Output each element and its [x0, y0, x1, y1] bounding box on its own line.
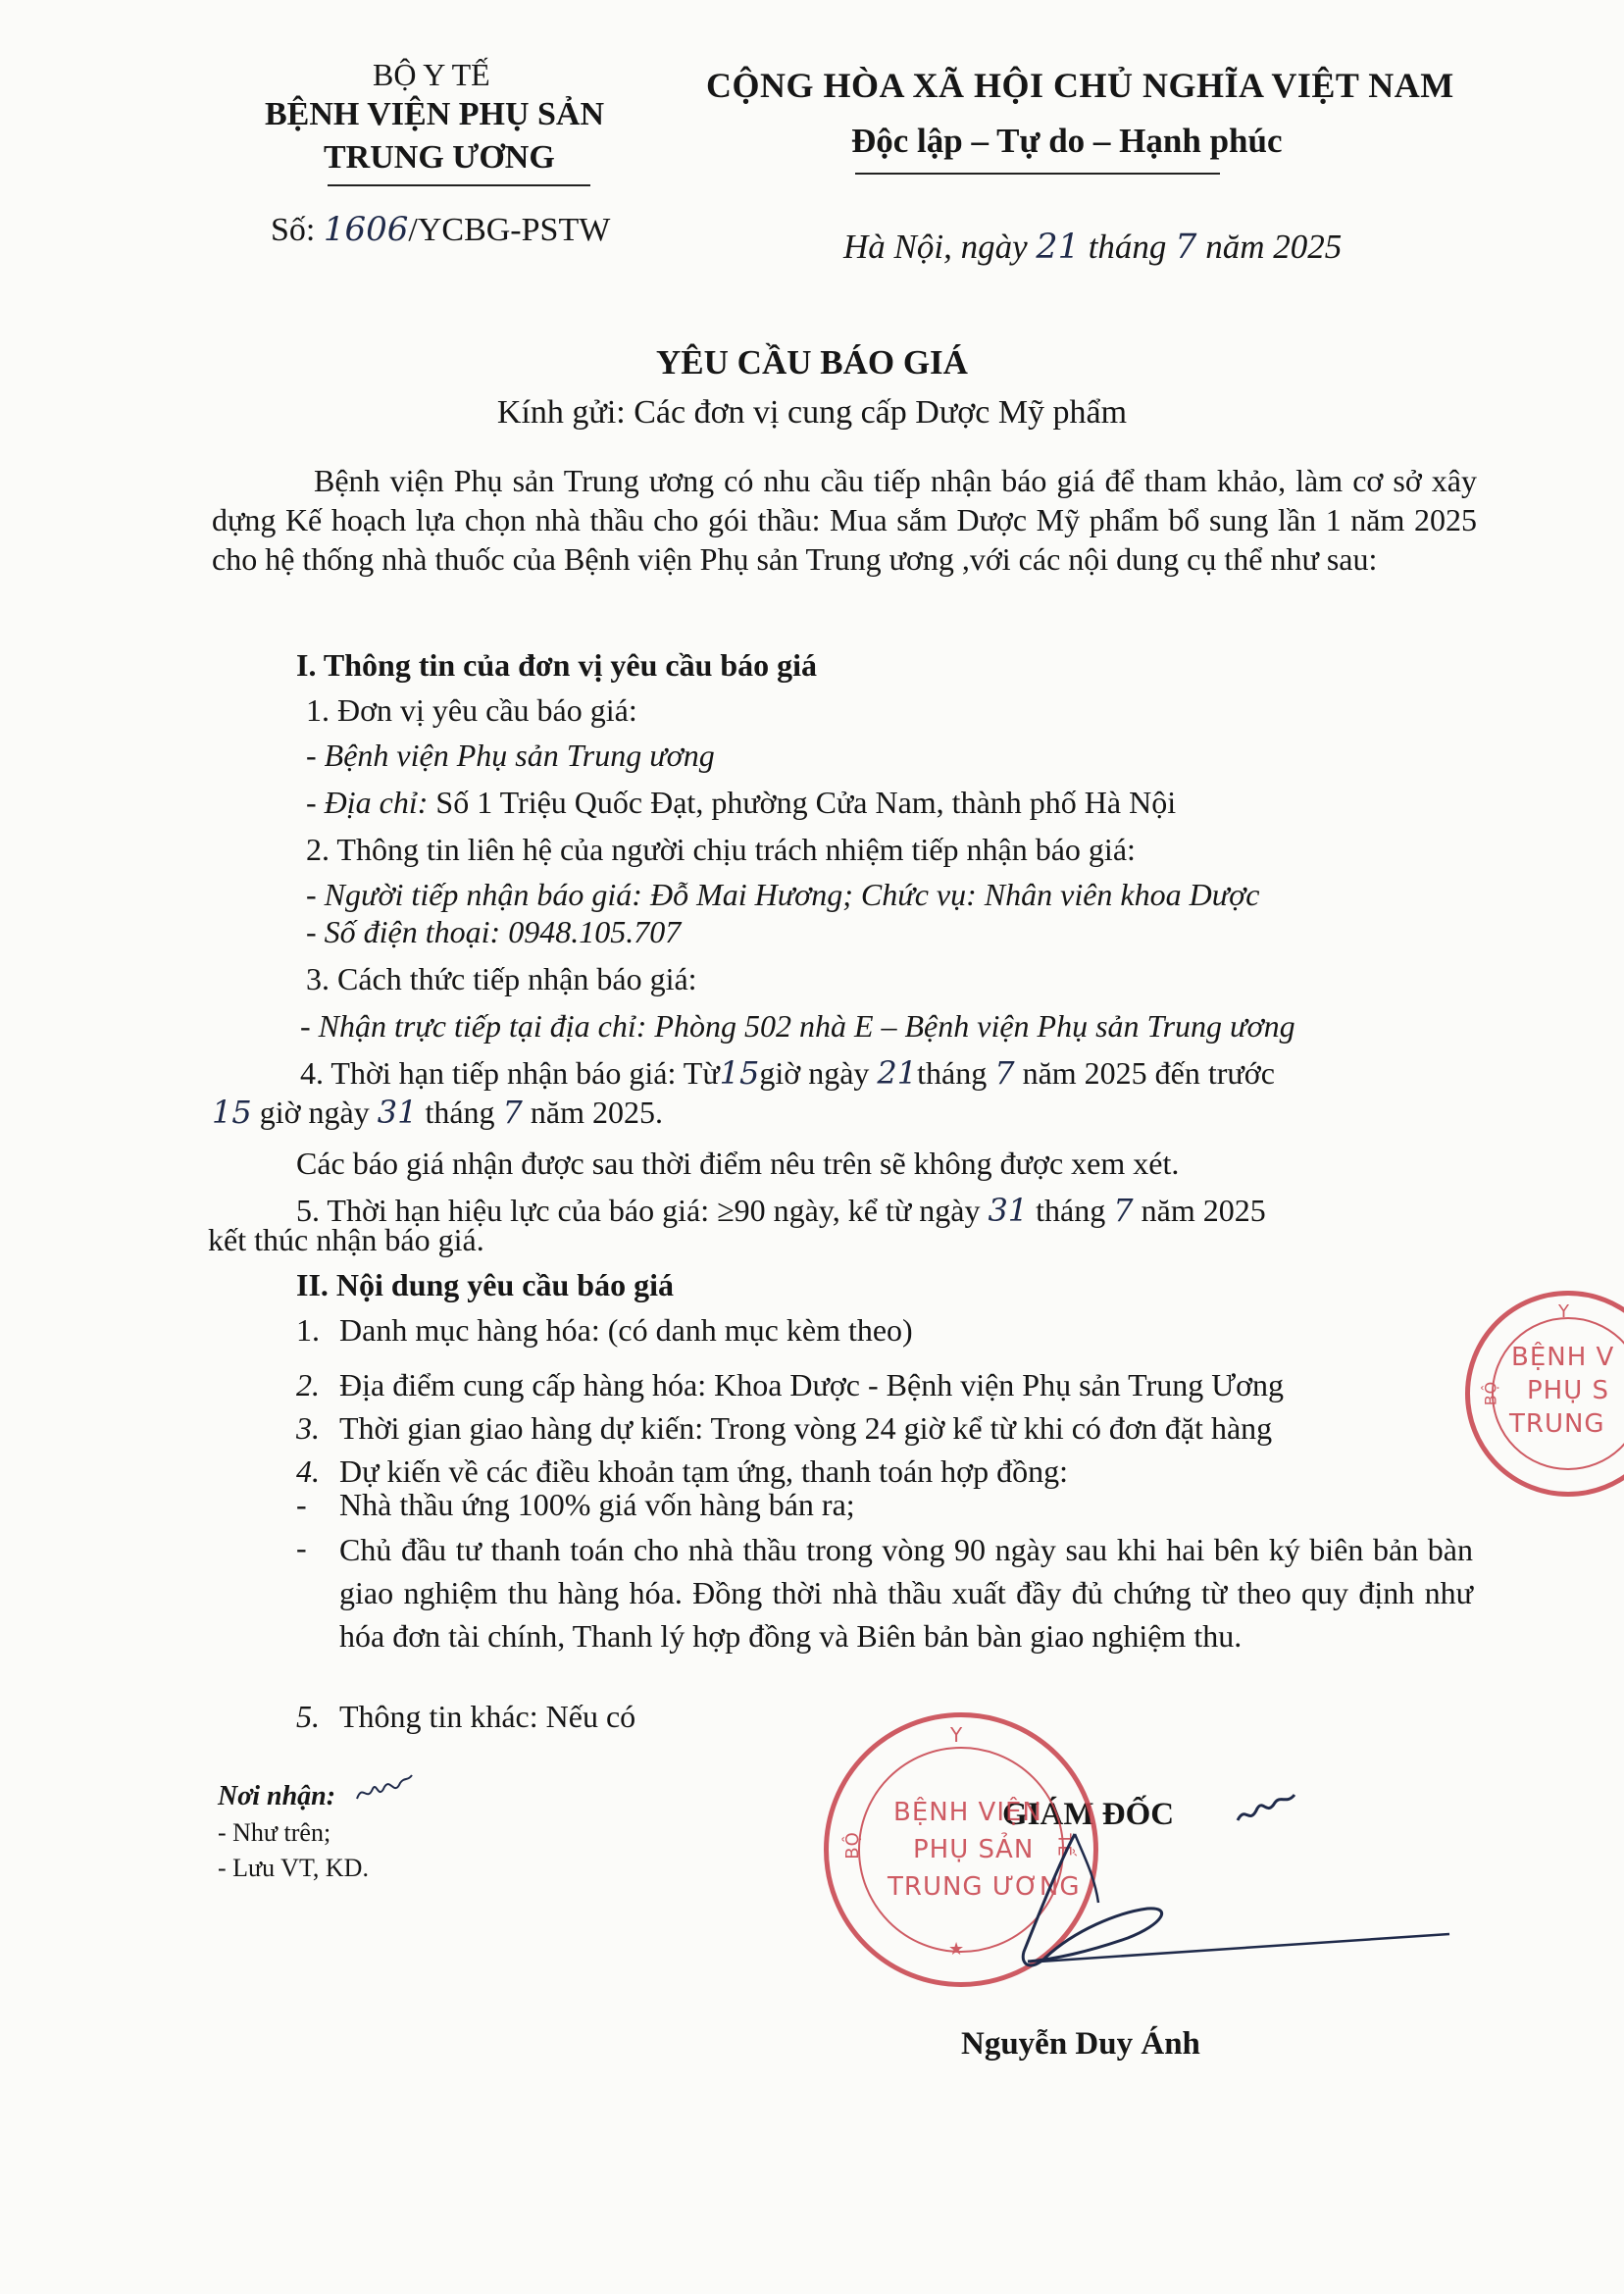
- main-stamp-line3: TRUNG ƯƠNG: [888, 1872, 1081, 1902]
- bullet-dash: -: [296, 1530, 307, 1565]
- initials-scribble: [355, 1773, 414, 1807]
- intro-text: Bệnh viện Phụ sản Trung ương có nhu cầu tiếp nhận báo giá để tham khảo, làm cơ sở xây dựng Kế hoạch lựa chọn nhà thầu cho gói thầu: Mua sắm Dược Mỹ phẩm bổ sung lần 1 năm 2025 cho hệ thống nhà thuốc của Bệnh viện Phụ sản Trung ương ,với các nội dung cụ thể như sau:: [212, 463, 1477, 577]
- date-prefix: Hà Nội, ngày: [843, 228, 1028, 266]
- side-stamp-line3: TRUNG: [1509, 1409, 1605, 1439]
- section2-heading: II. Nội dung yêu cầu báo giá: [296, 1267, 674, 1302]
- document-number: [271, 210, 610, 249]
- contact-phone: - Số điện thoại: 0948.105.707: [306, 914, 682, 949]
- item-text: Thời gian giao hàng dự kiến: Trong vòng 24 giờ kể từ khi có đơn đặt hàng: [339, 1410, 1273, 1446]
- item-text: Dự kiến về các điều khoản tạm ứng, thanh toán hợp đồng:: [339, 1453, 1068, 1489]
- section2-item-3: [296, 1408, 1272, 1448]
- signer-name: Nguyễn Duy Ánh: [961, 2026, 1200, 2062]
- item5-month: 7: [1113, 1192, 1134, 1229]
- recipient-line: Kính gửi: Các đơn vị cung cấp Dược Mỹ phẩm: [496, 394, 1128, 431]
- ministry-name: BỘ Y TẾ: [373, 57, 490, 92]
- item4-year-until: năm 2025 đến trước: [1022, 1055, 1275, 1091]
- item5-month-label: tháng: [1036, 1193, 1106, 1228]
- side-stamp: [1465, 1291, 1624, 1497]
- contact-person: - Người tiếp nhận báo giá: Đỗ Mai Hương; Chức vụ: Nhân viên khoa Dược: [306, 877, 1260, 912]
- receive-method: - Nhận trực tiếp tại địa chỉ: Phòng 502 nhà E – Bệnh viện Phụ sản Trung ương: [300, 1008, 1295, 1044]
- item5-label: 5. Thời hạn hiệu lực của báo giá: ≥90 ngày, kể từ ngày: [296, 1193, 981, 1228]
- section2-item-2: [296, 1365, 1284, 1404]
- national-title: CỘNG HÒA XÃ HỘI CHỦ NGHĨA VIỆT NAM: [706, 66, 1454, 105]
- side-stamp-left: BỘ: [1481, 1380, 1500, 1406]
- section1-item4-line2: [212, 1093, 663, 1132]
- hospital-name-line2: TRUNG ƯƠNG: [324, 139, 555, 176]
- item4-hour-label: giờ ngày: [759, 1055, 870, 1091]
- item-number: 4.: [296, 1453, 320, 1489]
- recipient-line-2: - Lưu VT, KD.: [218, 1854, 369, 1882]
- date-year: năm 2025: [1205, 228, 1343, 266]
- date-day: 21: [1036, 228, 1080, 267]
- item-number: 3.: [296, 1410, 320, 1446]
- item-number: 2.: [296, 1367, 320, 1402]
- side-stamp-line2: PHỤ S: [1527, 1376, 1610, 1405]
- item4-month2-label: tháng: [425, 1095, 495, 1130]
- item4-from-label: 4. Thời hạn tiếp nhận báo giá: Từ: [300, 1055, 720, 1091]
- bullet-text: Chủ đầu tư thanh toán cho nhà thầu trong vòng 90 ngày sau khi hai bên ký biên bản bàn giao nghiệm thu hàng hóa. Đồng thời nhà thầu xuất đầy đủ chứng từ theo quy định như hóa đơn tài chính, Thanh lý hợp đồng và Biên bản bàn giao nghiệm thu.: [339, 1532, 1473, 1654]
- item4-month1: 7: [994, 1054, 1015, 1092]
- recipients-title: Nơi nhận:: [218, 1781, 336, 1811]
- item4-hour1: 15: [719, 1054, 760, 1092]
- main-stamp-star: ★: [948, 1939, 966, 1960]
- side-stamp-line1: BỆNH V: [1511, 1343, 1615, 1372]
- doc-no-suffix: /YCBG-PSTW: [408, 212, 611, 248]
- signature-title: GIÁM ĐỐC: [1002, 1797, 1175, 1832]
- item5-year: năm 2025: [1141, 1193, 1266, 1228]
- section1-item1: 1. Đơn vị yêu cầu báo giá:: [306, 692, 637, 728]
- header-left-underline: [328, 184, 590, 186]
- side-stamp-top: Y: [1558, 1301, 1570, 1322]
- item-text: Danh mục hàng hóa: (có danh mục kèm theo): [339, 1312, 913, 1348]
- section2-item-1: [296, 1310, 913, 1350]
- item4-month-label: tháng: [917, 1055, 988, 1091]
- section1-item4-line1: [300, 1053, 1275, 1093]
- address-value: Số 1 Triệu Quốc Đạt, phường Cửa Nam, thành phố Hà Nội: [435, 785, 1177, 820]
- hospital-name-line1: BỆNH VIỆN PHỤ SẢN: [265, 96, 605, 132]
- recipient-line-1: - Như trên;: [218, 1818, 331, 1847]
- motto-underline: [855, 173, 1220, 175]
- intro-paragraph: [212, 461, 1477, 579]
- address-line: [306, 783, 1176, 822]
- address-label: - Địa chỉ:: [306, 785, 429, 820]
- unit-name: - Bệnh viện Phụ sản Trung ương: [306, 738, 715, 773]
- item-text: Địa điểm cung cấp hàng hóa: Khoa Dược - Bệnh viện Phụ sản Trung Ương: [339, 1367, 1284, 1402]
- date-month-label: tháng: [1088, 228, 1167, 266]
- main-stamp-right: TẾ: [1053, 1833, 1075, 1858]
- national-motto: Độc lập – Tự do – Hạnh phúc: [851, 122, 1283, 160]
- item4-day1: 21: [877, 1054, 918, 1092]
- item4-day2: 31: [377, 1094, 418, 1131]
- section1-item3: 3. Cách thức tiếp nhận báo giá:: [306, 961, 697, 996]
- item-number: 5.: [296, 1699, 320, 1734]
- late-note: Các báo giá nhận được sau thời điểm nêu trên sẽ không được xem xét.: [296, 1146, 1180, 1181]
- main-stamp-line2: PHỤ SẢN: [913, 1835, 1035, 1864]
- section1-item5-line2: kết thúc nhận báo giá.: [208, 1222, 484, 1257]
- item5-day: 31: [988, 1192, 1029, 1229]
- item-text: Thông tin khác: Nếu có: [339, 1699, 636, 1734]
- item4-hour2-label: giờ ngày: [259, 1095, 370, 1130]
- bullet-text: Nhà thầu ứng 100% giá vốn hàng bán ra;: [339, 1487, 855, 1522]
- item4-hour2: 15: [212, 1094, 252, 1131]
- main-stamp-top: Y: [950, 1723, 964, 1747]
- director-signature: [981, 1765, 1471, 1981]
- date-month: 7: [1175, 228, 1197, 267]
- payment-bullet-1: [296, 1485, 855, 1524]
- doc-no-handwritten: 1606: [323, 210, 409, 249]
- place-and-date: [843, 228, 1342, 267]
- main-stamp-left: BỘ: [841, 1831, 863, 1860]
- section1-heading: I. Thông tin của đơn vị yêu cầu báo giá: [296, 647, 818, 683]
- doc-no-prefix: Số:: [271, 212, 316, 248]
- item-number: 1.: [296, 1312, 320, 1348]
- bullet-dash: -: [296, 1487, 307, 1522]
- section1-item2: 2. Thông tin liên hệ của người chịu trách nhiệm tiếp nhận báo giá:: [306, 832, 1136, 867]
- item4-year2: năm 2025.: [530, 1095, 663, 1130]
- item4-month2: 7: [502, 1094, 523, 1131]
- section2-item-5: [296, 1697, 635, 1736]
- main-stamp-line1: BỆNH VIỆN: [893, 1798, 1042, 1827]
- document-title: YÊU CẦU BÁO GIÁ: [656, 343, 968, 382]
- payment-bullet-2: [296, 1528, 1473, 1657]
